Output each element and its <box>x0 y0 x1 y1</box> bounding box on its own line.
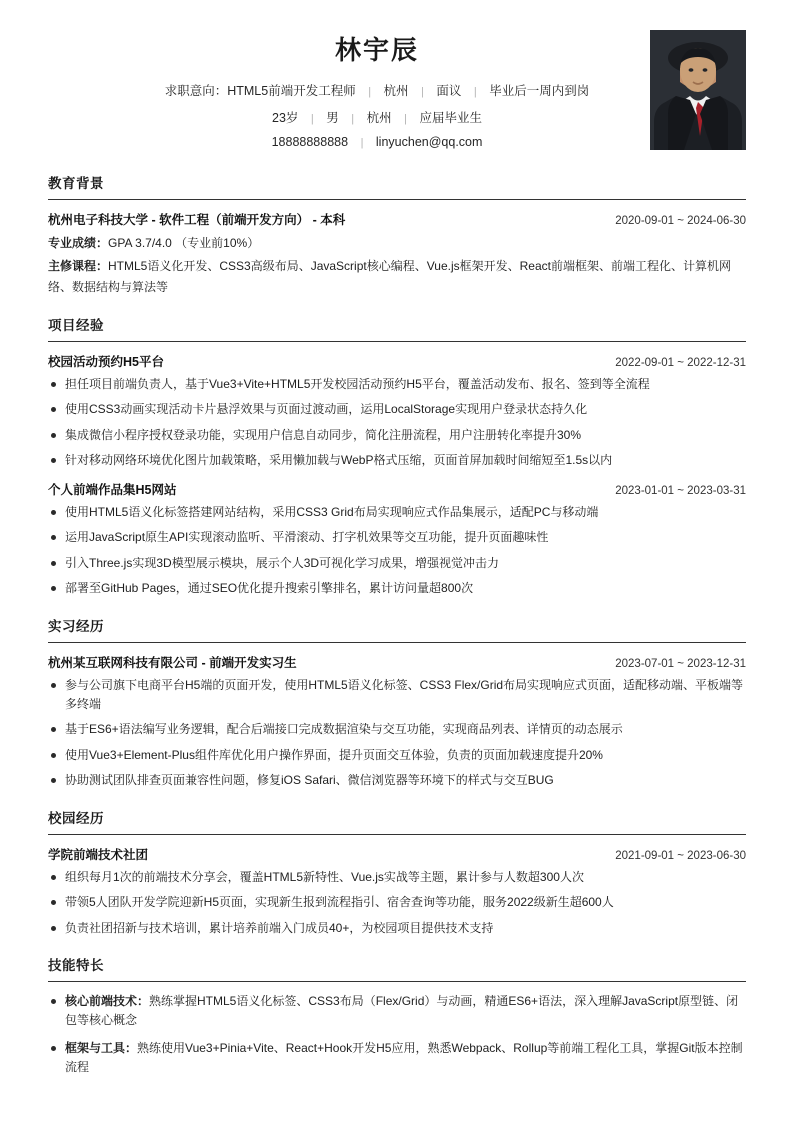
resume-entry <box>48 992 746 1078</box>
entry-date: 2021-09-01 ~ 2023-06-30 <box>615 849 746 862</box>
meta-separator: | <box>421 86 424 98</box>
meta-separator: | <box>473 86 477 98</box>
entry-detail-value: HTML5语义化开发、CSS3高级布局、JavaScript核心编程、Vue.js框架开发、React前端框架、前端工程化、计算机网络、数据结构与算法等 <box>48 259 731 294</box>
entry-detail-row <box>48 256 746 298</box>
meta-separator: | <box>360 137 364 149</box>
section-title: 教育背景 <box>48 172 746 200</box>
meta-line-3 <box>48 135 746 149</box>
list-item: 协助测试团队排查页面兼容性问题，修复iOS Safari、微信浏览器等环境下的样式与交互BUG <box>48 771 746 790</box>
entry-bullet-list <box>48 503 746 599</box>
meta-phone: 18888888888 <box>271 135 349 149</box>
section-title: 校园经历 <box>48 807 746 835</box>
meta-status: 应届毕业生 <box>419 111 482 125</box>
entry-header <box>48 480 746 498</box>
entry-title: 校园活动预约H5平台 <box>48 355 164 369</box>
meta-email: linyuchen@qq.com <box>375 135 483 149</box>
entry-bullet-list <box>48 676 746 791</box>
list-item: 负责社团招新与技术培训，累计培养前端入门成员40+，为校园项目提供技术支持 <box>48 919 746 938</box>
entry-date: 2023-07-01 ~ 2023-12-31 <box>615 657 746 670</box>
list-item: 集成微信小程序授权登录功能，实现用户信息自动同步，简化注册流程，用户注册转化率提升30% <box>48 426 746 445</box>
list-item: 参与公司旗下电商平台H5端的页面开发，使用HTML5语义化标签、CSS3 Flex/Grid布局实现响应式页面，适配移动端、平板端等多终端 <box>48 676 746 715</box>
skill-value: 熟练掌握HTML5语义化标签、CSS3布局（Flex/Grid）与动画，精通ES6+语法，深入理解JavaScript原型链、闭包等核心概念 <box>65 994 739 1028</box>
resume-entry <box>48 845 746 938</box>
list-item: 使用HTML5语义化标签搭建网站结构，采用CSS3 Grid布局实现响应式作品集展示，适配PC与移动端 <box>48 503 746 522</box>
list-item: 带领5人团队开发学院迎新H5页面，实现新生报到流程指引、宿舍查询等功能，服务2022级新生超600人 <box>48 893 746 912</box>
skill-label: 核心前端技术： <box>65 994 150 1008</box>
entry-header <box>48 653 746 671</box>
list-item: 担任项目前端负责人，基于Vue3+Vite+HTML5开发校园活动预约H5平台，覆盖活动发布、报名、签到等全流程 <box>48 375 746 394</box>
list-item <box>48 992 746 1031</box>
meta-salary: 面议 <box>436 84 462 98</box>
resume-entry <box>48 210 746 298</box>
entry-title: 学院前端技术社团 <box>48 847 149 862</box>
entry-header <box>48 210 746 228</box>
list-item: 运用JavaScript原生API实现滚动监听、平滑滚动、打字机效果等交互功能，提升页面趣味性 <box>48 528 746 547</box>
resume-section <box>48 172 746 298</box>
list-item: 部署至GitHub Pages，通过SEO优化提升搜索引擎排名，累计访问量超800次 <box>48 579 746 598</box>
resume-entry <box>48 480 746 599</box>
list-item: 使用Vue3+Element-Plus组件库优化用户操作界面，提升页面交互体验，负责的页面加载速度提升20% <box>48 746 746 765</box>
skill-list <box>48 992 746 1078</box>
meta-age: 23岁 <box>272 111 299 125</box>
meta-location: 杭州 <box>366 111 392 125</box>
entry-title: 个人前端作品集H5网站 <box>48 482 177 497</box>
entry-detail-label: 主修课程： <box>48 259 109 273</box>
list-item: 引入Three.js实现3D模型展示模块，展示个人3D可视化学习成果，增强视觉冲击力 <box>48 554 746 573</box>
entry-detail-row <box>48 233 746 254</box>
meta-separator: | <box>368 86 372 98</box>
list-item: 组织每月1次的前端技术分享会，覆盖HTML5新特性、Vue.js实战等主题，累计参与人数超300人次 <box>48 868 746 887</box>
list-item: 基于ES6+语法编写业务逻辑，配合后端接口完成数据渲染与交互功能，实现商品列表、详情页的动态展示 <box>48 720 746 739</box>
meta-availability: 毕业后一周内到岗 <box>489 84 590 98</box>
entry-date: 2020-09-01 ~ 2024-06-30 <box>615 215 746 227</box>
entry-title: 杭州某互联网科技有限公司 - 前端开发实习生 <box>48 655 297 670</box>
page-title: 林宇辰 <box>334 35 419 65</box>
list-item: 使用CSS3动画实现活动卡片悬浮效果与页面过渡动画，运用LocalStorage实现用户登录状态持久化 <box>48 400 746 419</box>
meta-separator: | <box>351 113 355 125</box>
avatar <box>650 30 746 150</box>
skill-value: 熟练使用Vue3+Pinia+Vite、React+Hook开发H5应用，熟悉Webpack、Rollup等前端工程化工具，掌握Git版本控制流程 <box>65 1040 743 1075</box>
meta-line-2 <box>48 108 746 126</box>
entry-bullet-list <box>48 375 746 471</box>
entry-header <box>48 352 746 370</box>
list-item: 针对移动网络环境优化图片加载策略，采用懒加载与WebP格式压缩，页面首屏加载时间缩短至1.5s以内 <box>48 451 746 470</box>
meta-gender: 男 <box>326 111 339 125</box>
meta-line-1 <box>48 81 746 99</box>
portrait-icon <box>650 30 746 150</box>
resume-section <box>48 954 746 1078</box>
meta-separator: | <box>310 113 314 125</box>
resume-section <box>48 314 746 599</box>
resume-sections <box>48 172 746 1078</box>
entry-bullet-list <box>48 868 746 938</box>
resume-header <box>48 30 746 156</box>
entry-title: 杭州电子科技大学 - 软件工程（前端开发方向） - 本科 <box>48 213 346 227</box>
resume-entry <box>48 653 746 791</box>
skill-label: 框架与工具： <box>65 1040 138 1055</box>
entry-detail-value: GPA 3.7/4.0 （专业前10%） <box>108 236 260 250</box>
entry-date: 2022-09-01 ~ 2022-12-31 <box>615 357 746 369</box>
entry-detail-label: 专业成绩： <box>48 236 109 250</box>
resume-entry <box>48 352 746 471</box>
resume-section <box>48 807 746 938</box>
section-title: 技能特长 <box>48 954 746 982</box>
section-title: 实习经历 <box>48 615 746 643</box>
meta-city: 杭州 <box>383 84 409 98</box>
meta-job-intent: 求职意向：HTML5前端开发工程师 <box>164 84 356 98</box>
section-title: 项目经验 <box>48 314 746 342</box>
list-item <box>48 1039 746 1078</box>
entry-date: 2023-01-01 ~ 2023-03-31 <box>615 484 746 497</box>
entry-header <box>48 845 746 863</box>
resume-section <box>48 615 746 791</box>
meta-separator: | <box>404 113 407 125</box>
